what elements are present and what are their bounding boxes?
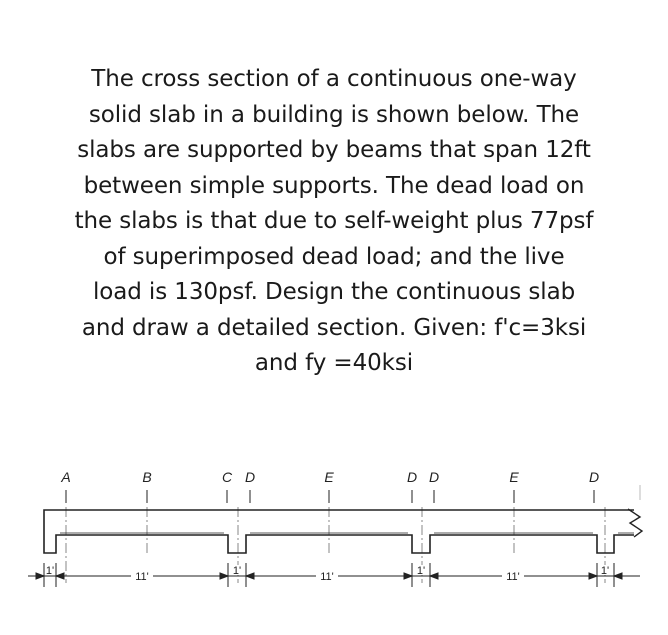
problem-line: of superimposed dead load; and the live [103, 243, 565, 270]
section-label-d: D [588, 469, 600, 485]
problem-line: and draw a detailed section. Given: f'c=3ksi [81, 314, 587, 341]
section-label-b: B [142, 469, 152, 485]
problem-line: and fy =40ksi [254, 350, 414, 376]
problem-line: the slabs is that due to self-weight plus 77psf [74, 208, 594, 234]
section-label-d: D [244, 469, 256, 485]
problem-line: between simple supports. The dead load on [83, 172, 585, 199]
section-label-d: D [428, 469, 440, 485]
dim-span: 11' [506, 571, 520, 583]
section-label-e: E [509, 469, 519, 485]
slab-cross-section-diagram [0, 455, 668, 635]
section-label-c: C [221, 469, 233, 485]
section-label-e: E [324, 469, 334, 485]
problem-line: slabs are supported by beams that span 12ft [77, 137, 591, 163]
problem-line: solid slab in a building is shown below. The [88, 101, 580, 128]
dim-span: 11' [320, 571, 334, 583]
dim-support-width: 1' [45, 565, 55, 577]
dim-support-width: 1' [600, 565, 610, 577]
section-label-d: D [406, 469, 418, 485]
problem-statement [40, 62, 628, 382]
section-label-a: A [61, 469, 71, 485]
dim-support-width: 1' [232, 565, 242, 577]
problem-line: The cross section of a continuous one-way [91, 66, 577, 92]
problem-line: load is 130psf. Design the continuous slab [92, 279, 576, 305]
section-marker-ticks [66, 485, 640, 503]
dim-span: 11' [135, 571, 149, 583]
dim-support-width: 1' [416, 565, 426, 577]
slab-outline [44, 510, 634, 553]
